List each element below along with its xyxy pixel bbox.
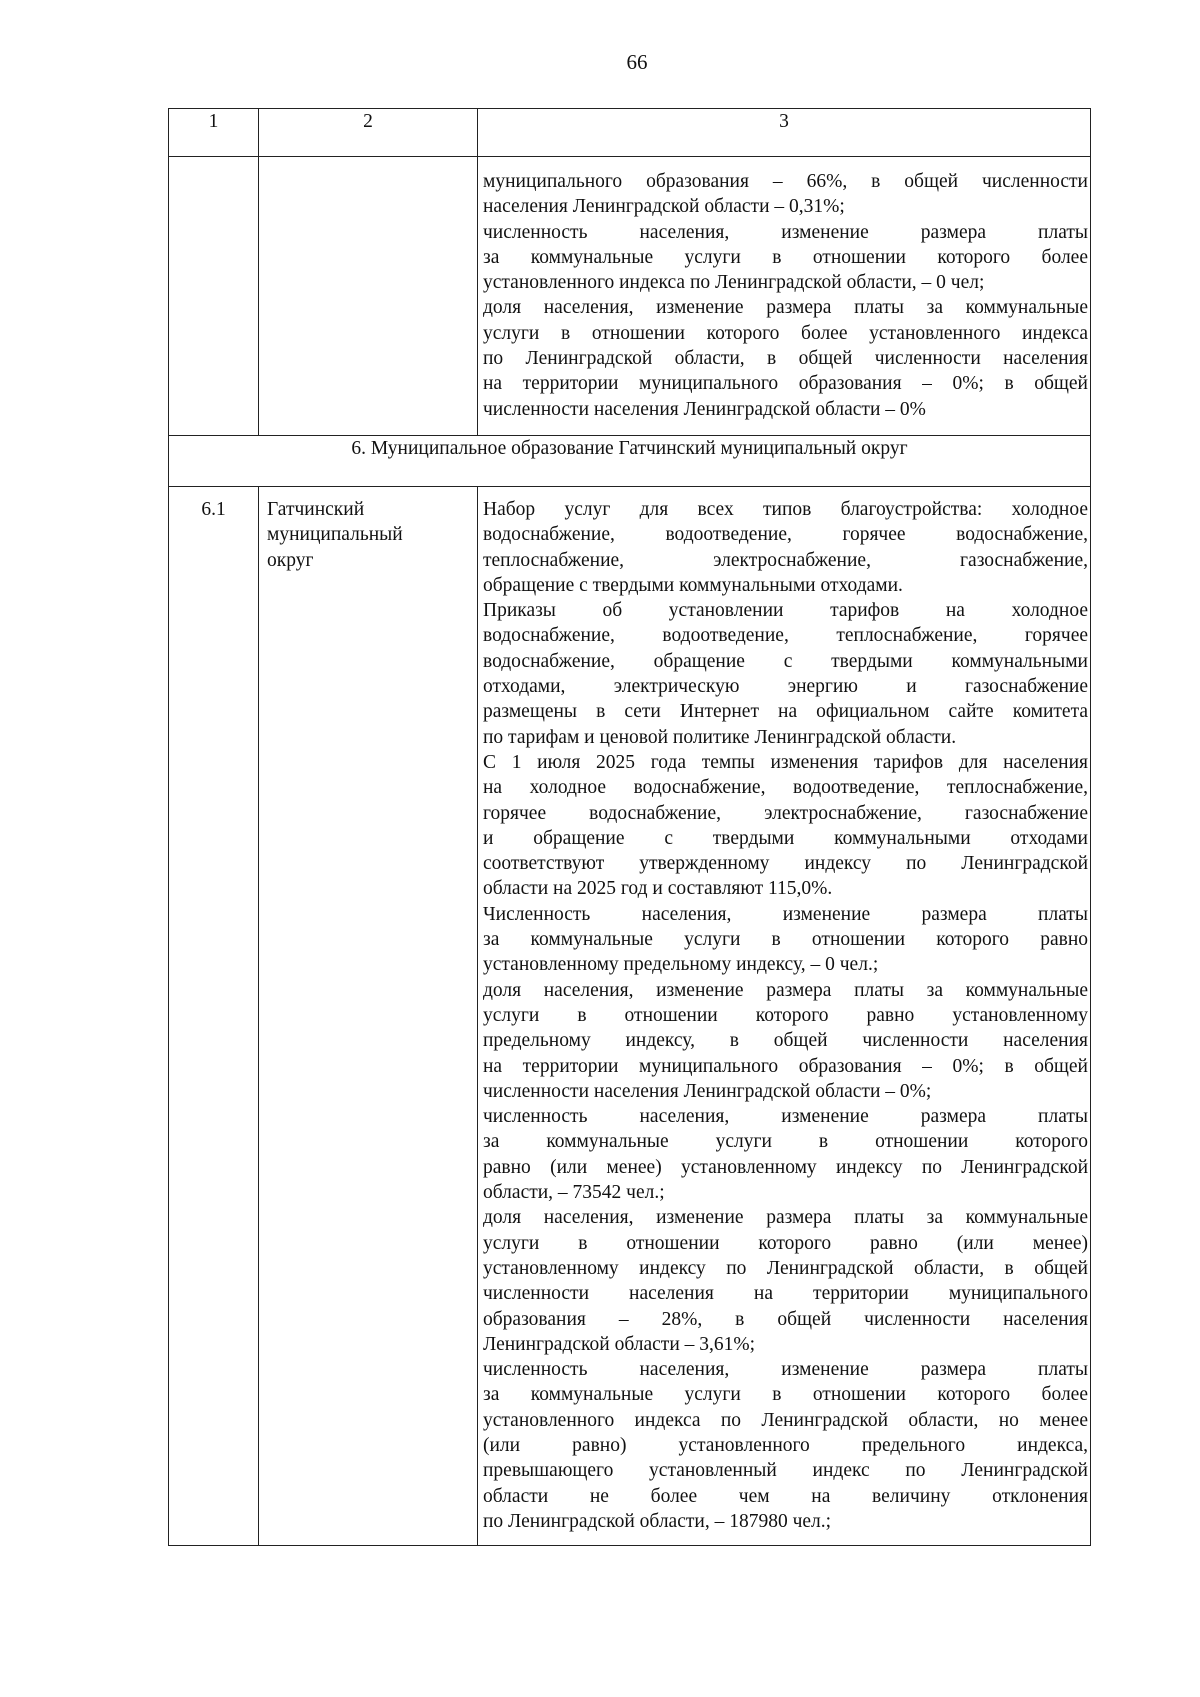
text-line: за коммунальные услуги в отношении которого равно — [483, 929, 1088, 951]
text-line: численность населения, изменение размера платы — [483, 221, 1088, 243]
table-row-continued — [169, 157, 1091, 436]
text-line: численности населения Ленинградской области – 0% — [483, 398, 926, 420]
text-line: и обращение с твердыми коммунальными отходами — [483, 827, 1088, 849]
text-line: области на 2025 год и составляют 115,0%. — [483, 878, 833, 900]
text-line: размещены в сети Интернет на официальном сайте комитета — [483, 701, 1088, 723]
text-line: обращение с твердыми коммунальными отходами. — [483, 574, 903, 596]
text-line: теплоснабжение, электроснабжение, газоснабжение, — [483, 549, 1088, 571]
municipality-name-line-3: округ — [267, 549, 314, 571]
header-col-2: 2 — [259, 109, 478, 157]
text-line: горячее водоснабжение, электроснабжение, газоснабжение — [483, 802, 1088, 824]
row-number: 6.1 — [169, 487, 259, 1546]
text-line: на территории муниципального образования – 0%; в общей — [483, 373, 1088, 395]
section-header-row — [169, 436, 1091, 487]
table-row-6-1 — [169, 487, 1091, 1546]
text-line: водоснабжение, обращение с твердыми коммунальными — [483, 650, 1088, 672]
header-col-1: 1 — [169, 109, 259, 157]
text-line: равно (или менее) установленному индексу по Ленинградской — [483, 1156, 1088, 1178]
cell-paragraph — [483, 497, 1088, 1534]
text-line: С 1 июля 2025 года темпы изменения тарифов для населения — [483, 751, 1088, 773]
header-col-3: 3 — [478, 109, 1091, 157]
page-number: 66 — [626, 50, 648, 74]
text-line: предельному индексу, в общей численности населения — [483, 1030, 1088, 1052]
text-line: услуги в отношении которого равно (или менее) — [483, 1232, 1088, 1254]
text-line: по тарифам и ценовой политике Ленинградской области. — [483, 726, 957, 748]
text-line: населения Ленинградской области – 0,31%; — [483, 196, 845, 218]
text-line: Ленинградской области – 3,61%; — [483, 1333, 756, 1355]
text-line: по Ленинградской области, в общей численности населения — [483, 348, 1088, 370]
text-line: за коммунальные услуги в отношении которого — [483, 1131, 1088, 1153]
text-line: доля населения, изменение размера платы за коммунальные — [483, 297, 1088, 319]
text-line: услуги в отношении которого более установленного индекса — [483, 322, 1088, 344]
row-continued-col-2 — [259, 157, 478, 436]
text-line: области, – 73542 чел.; — [483, 1182, 665, 1204]
text-line: установленному предельному индексу, – 0 чел.; — [483, 954, 879, 976]
section-title: 6. Муниципальное образование Гатчинский муниципальный округ — [169, 436, 1091, 487]
text-line: Численность населения, изменение размера платы — [483, 903, 1088, 925]
text-line: численности населения Ленинградской области – 0%; — [483, 1080, 932, 1102]
table-header-row — [169, 109, 1091, 157]
text-line: численности населения на территории муниципального — [483, 1283, 1088, 1305]
text-line: за коммунальные услуги в отношении которого более — [483, 246, 1088, 268]
text-line: водоснабжение, водоотведение, теплоснабжение, горячее — [483, 625, 1088, 647]
data-table — [168, 108, 1091, 1546]
text-line: на территории муниципального образования – 0%; в общей — [483, 1055, 1088, 1077]
text-line: области не более чем на величину отклонения — [483, 1485, 1088, 1507]
text-line: услуги в отношении которого равно установленному — [483, 1004, 1088, 1026]
text-line: установленного индекса по Ленинградской области, но менее — [483, 1409, 1088, 1431]
text-line: (или равно) установленного предельного индекса, — [483, 1434, 1088, 1456]
text-line: за коммунальные услуги в отношении которого более — [483, 1384, 1088, 1406]
text-line: превышающего установленный индекс по Ленинградской — [483, 1460, 1088, 1482]
municipality-name — [259, 487, 478, 1546]
text-line: образования – 28%, в общей численности населения — [483, 1308, 1088, 1330]
row-continued-col-3 — [478, 157, 1091, 436]
municipality-name-line-2: муниципальный — [267, 524, 403, 546]
municipality-name-line-1: Гатчинский — [267, 499, 365, 520]
text-line: по Ленинградской области, – 187980 чел.; — [483, 1510, 832, 1532]
row-continued-text — [478, 157, 1090, 428]
text-line: на холодное водоснабжение, водоотведение, теплоснабжение, — [483, 777, 1088, 799]
row-6-1-text — [478, 487, 1090, 1540]
text-line: Приказы об установлении тарифов на холодное — [483, 600, 1088, 622]
text-line: доля населения, изменение размера платы за коммунальные — [483, 979, 1088, 1001]
text-line: соответствуют утвержденному индексу по Ленинградской — [483, 853, 1088, 875]
text-line: доля населения, изменение размера платы за коммунальные — [483, 1207, 1088, 1229]
text-line: установленному индексу по Ленинградской области, в общей — [483, 1257, 1088, 1279]
text-line: численность населения, изменение размера платы — [483, 1359, 1088, 1381]
row-6-1-col-3 — [478, 487, 1091, 1546]
text-line: водоснабжение, водоотведение, горячее водоснабжение, — [483, 524, 1088, 546]
cell-paragraph — [483, 169, 1088, 422]
row-continued-col-1 — [169, 157, 259, 436]
text-line: Набор услуг для всех типов благоустройства: холодное — [483, 499, 1088, 520]
text-line: установленного индекса по Ленинградской области, – 0 чел; — [483, 272, 985, 294]
text-line: численность населения, изменение размера платы — [483, 1106, 1088, 1128]
text-line: отходами, электрическую энергию и газоснабжение — [483, 676, 1088, 698]
text-line: муниципального образования – 66%, в общей численности — [483, 171, 1088, 192]
